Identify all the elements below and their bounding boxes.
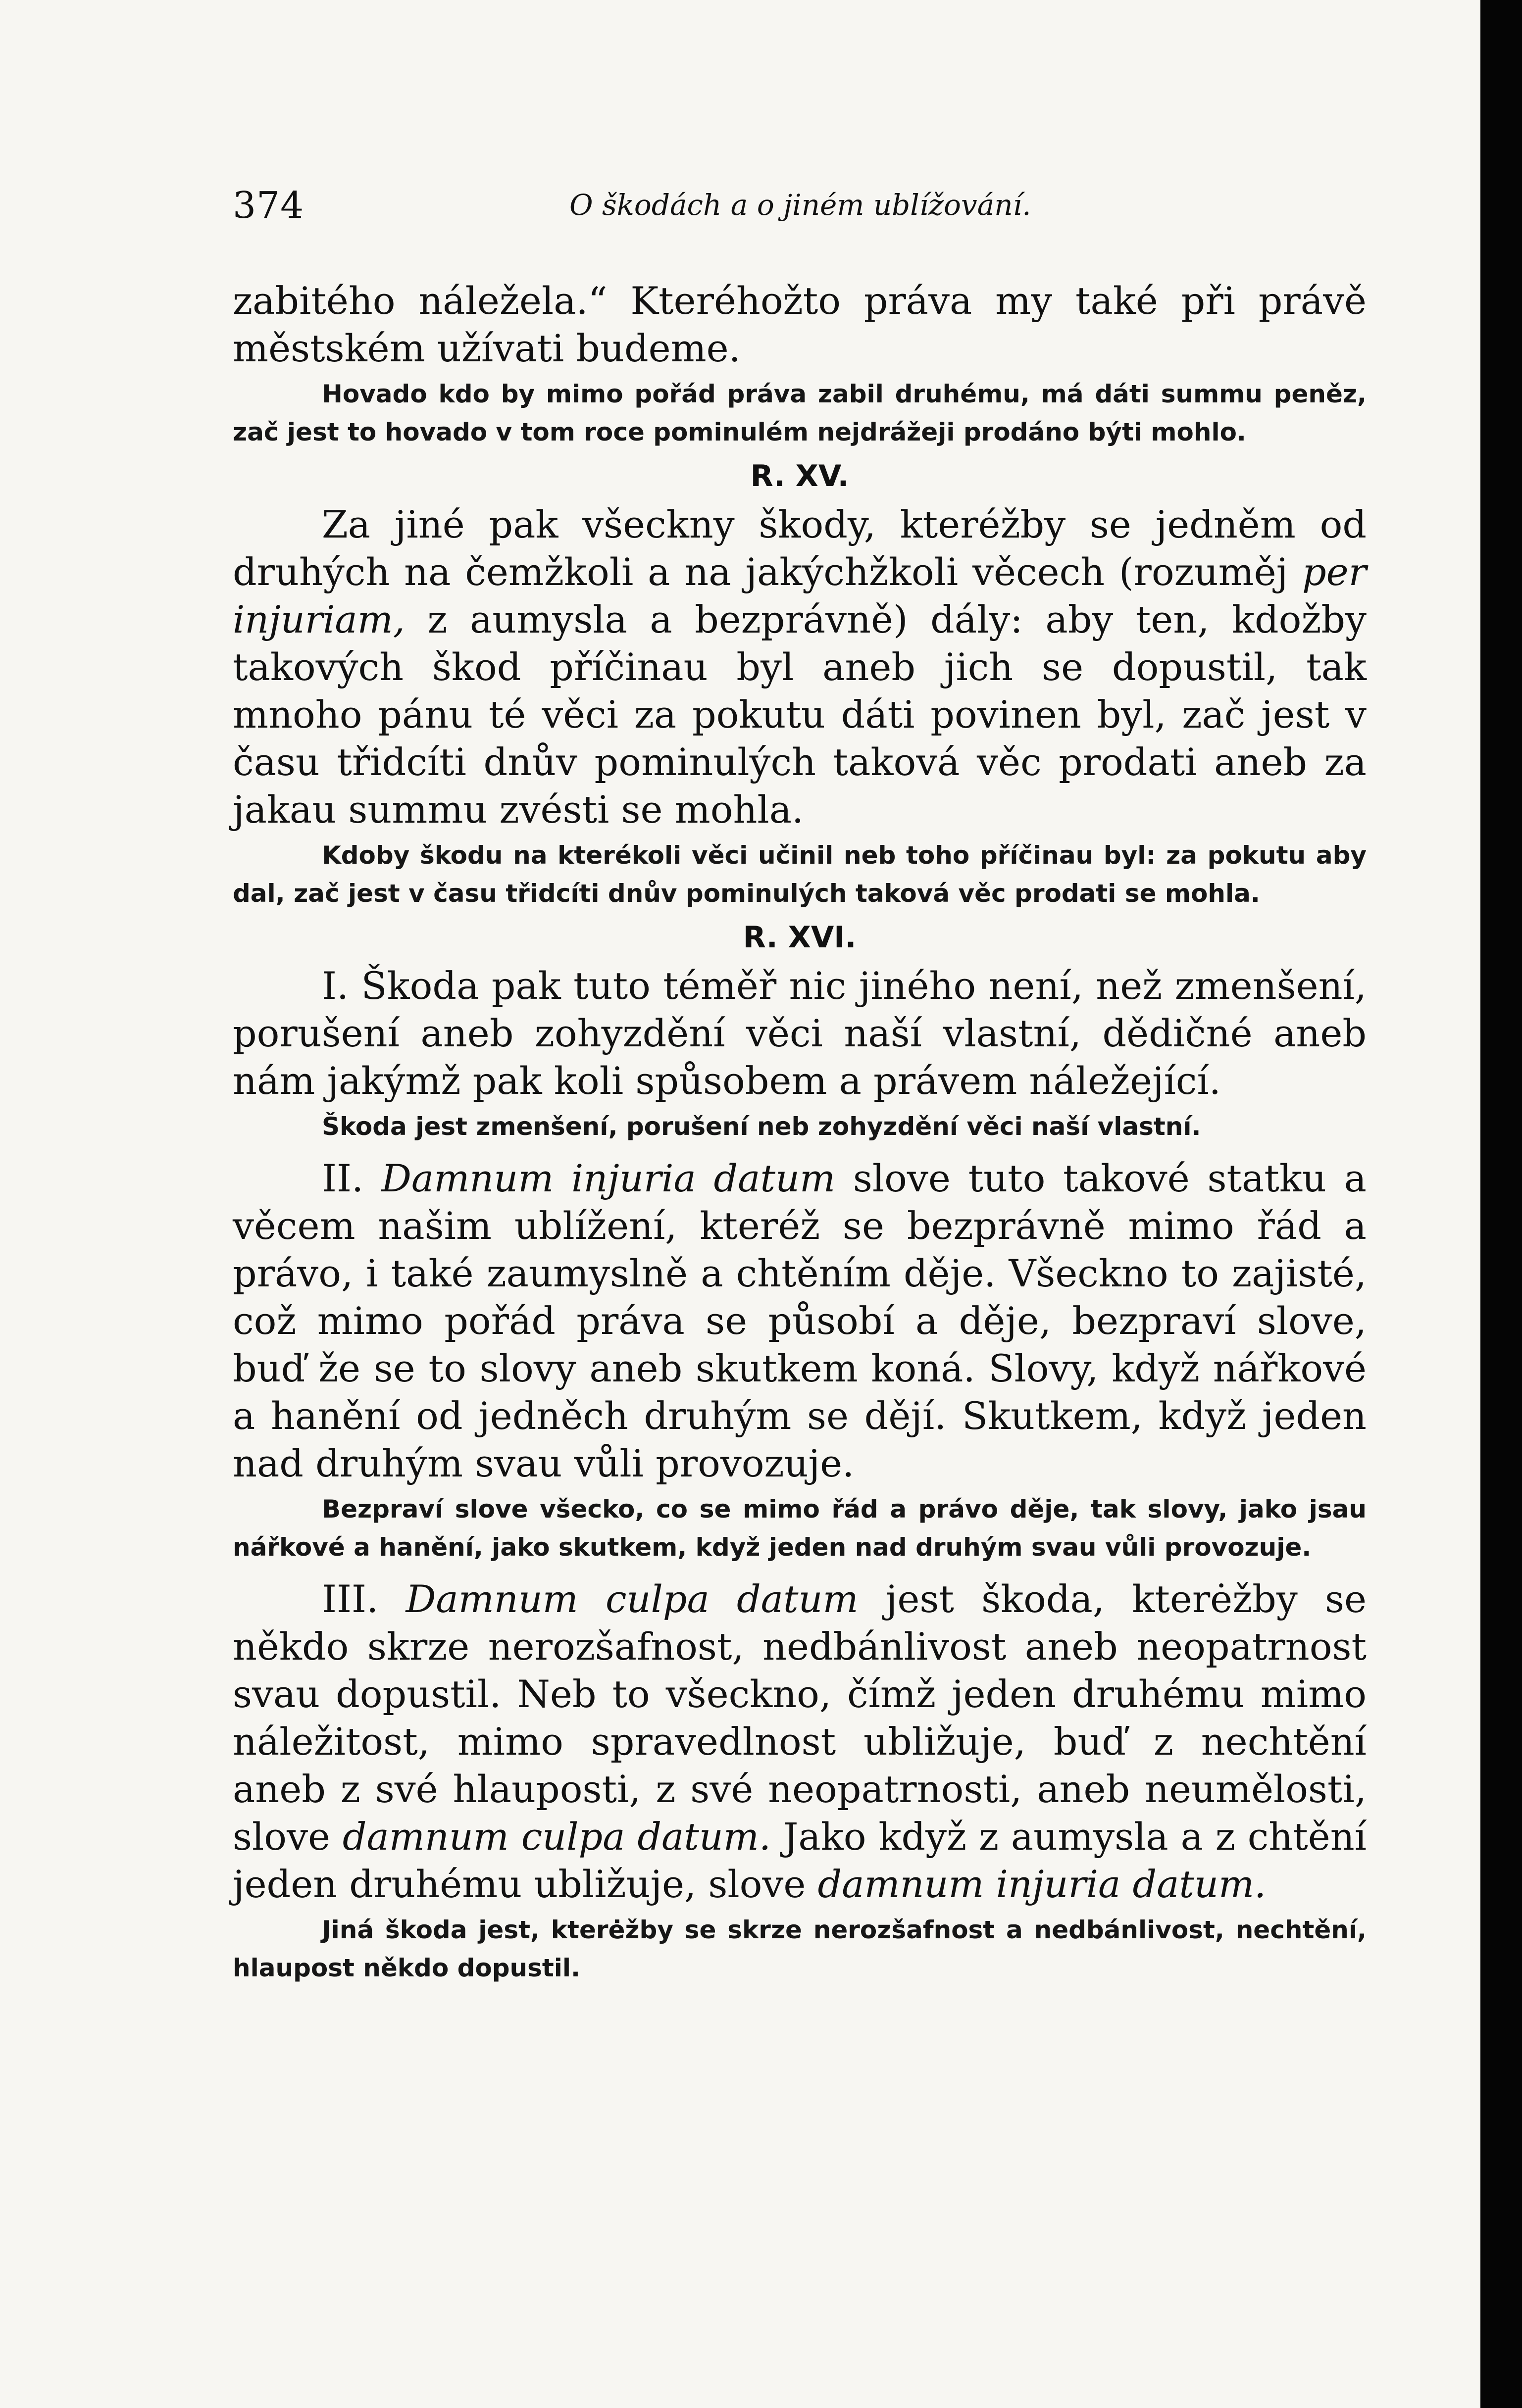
paragraph-text: Za jiné pak všeckny škody, kteréžby se jedněm od druhých na čemžkoli a na jakýchžkoli věcech (rozuměj <box>233 502 1367 594</box>
latin-phrase: Damnum injuria datum <box>381 1156 836 1200</box>
paragraph: I. Škoda pak tuto téměř nic jiného není, než zmenšení, porušení aneb zohyzdění věci naší vlastní, dědičné aneb nám jakýmž pak koli spůsobem a právem náležející. <box>233 964 1367 1103</box>
section-heading: R. XV. <box>750 459 849 493</box>
latin-phrase: damnum injuria datum. <box>817 1862 1267 1906</box>
page-header <box>233 184 1322 239</box>
paragraph <box>233 1575 1367 1908</box>
latin-phrase: Damnum culpa datum <box>406 1577 859 1621</box>
page-text <box>233 277 1367 1987</box>
summary-note: Kdoby škodu na kterékoli věci učinil neb toho příčinau byl: za pokutu aby dal, zač jest v času třidcíti dnův pominulých taková věc prodati se mohla. <box>233 841 1367 908</box>
paragraph-text: slove tuto takové statku a věcem našim ublížení, kteréž se bezprávně mimo řád a právo, i také zaumyslně a chtěním děje. Všeckno to zajisté, což mimo pořád práva se působí a děje, bezpraví slove, buď že se to slovy aneb skutkem koná. Slovy, když nářkové a hanění od jedněch druhým se dějí. Skutkem, když jeden nad druhým svau vůli provozuje. <box>233 1156 1367 1485</box>
paragraph <box>233 501 1367 834</box>
summary-note: Bezpraví slove všecko, co se mimo řád a právo děje, tak slovy, jako jsau nářkové a hanění, jako skutkem, když jeden nad druhým svau vůli provozuje. <box>233 1495 1367 1562</box>
paragraph-continuation: zabitého náležela.“ Kteréhožto práva my také při právě městském užívati budeme. <box>233 279 1367 370</box>
running-title: O škodách a o jiném ublížování. <box>569 188 1031 222</box>
paragraph <box>233 1155 1367 1487</box>
summary-note: Jiná škoda jest, kterėžby se skrze nerozšafnost a nedbánlivost, nechtění, hlaupost někdo dopustil. <box>233 1916 1367 1982</box>
paragraph-text: Jako když z aumysla a z chtění jeden druhému ubližuje, slove <box>233 1815 1367 1906</box>
latin-phrase: per injuriam, <box>233 550 1367 641</box>
page-number: 374 <box>233 184 304 227</box>
summary-note: Hovado kdo by mimo pořád práva zabil druhému, má dáti summu peněz, zač jest to hovado v tom roce pominulém nejdrážeji prodáno býti mohlo. <box>233 380 1367 446</box>
paragraph-text: II. <box>322 1156 381 1200</box>
summary-note: Škoda jest zmenšení, porušení neb zohyzdění věci naší vlastní. <box>322 1112 1201 1141</box>
section-heading: R. XVI. <box>743 920 857 955</box>
paragraph-text: jest škoda, kterėžby se někdo skrze nerozšafnost, nedbánlivost aneb neopatrnost svau dopustil. Neb to všeckno, čímž jeden druhému mimo náležitost, mimo spravedlnost ubližuje, buď z nechtění aneb z své hlauposti, z své neopatrnosti, aneb neumělosti, slove <box>233 1577 1367 1859</box>
book-spine-edge <box>1480 0 1522 2408</box>
paragraph-text: III. <box>322 1577 406 1621</box>
paragraph-text: z aumysla a bezprávně) dály: aby ten, kdožby takových škod příčinau byl aneb jich se dopustil, tak mnoho pánu té věci za pokutu dáti povinen byl, zač jest v času třidcíti dnův pominulých taková věc prodati aneb za jakau summu zvésti se mohla. <box>233 597 1367 832</box>
latin-phrase: damnum culpa datum. <box>342 1815 771 1859</box>
